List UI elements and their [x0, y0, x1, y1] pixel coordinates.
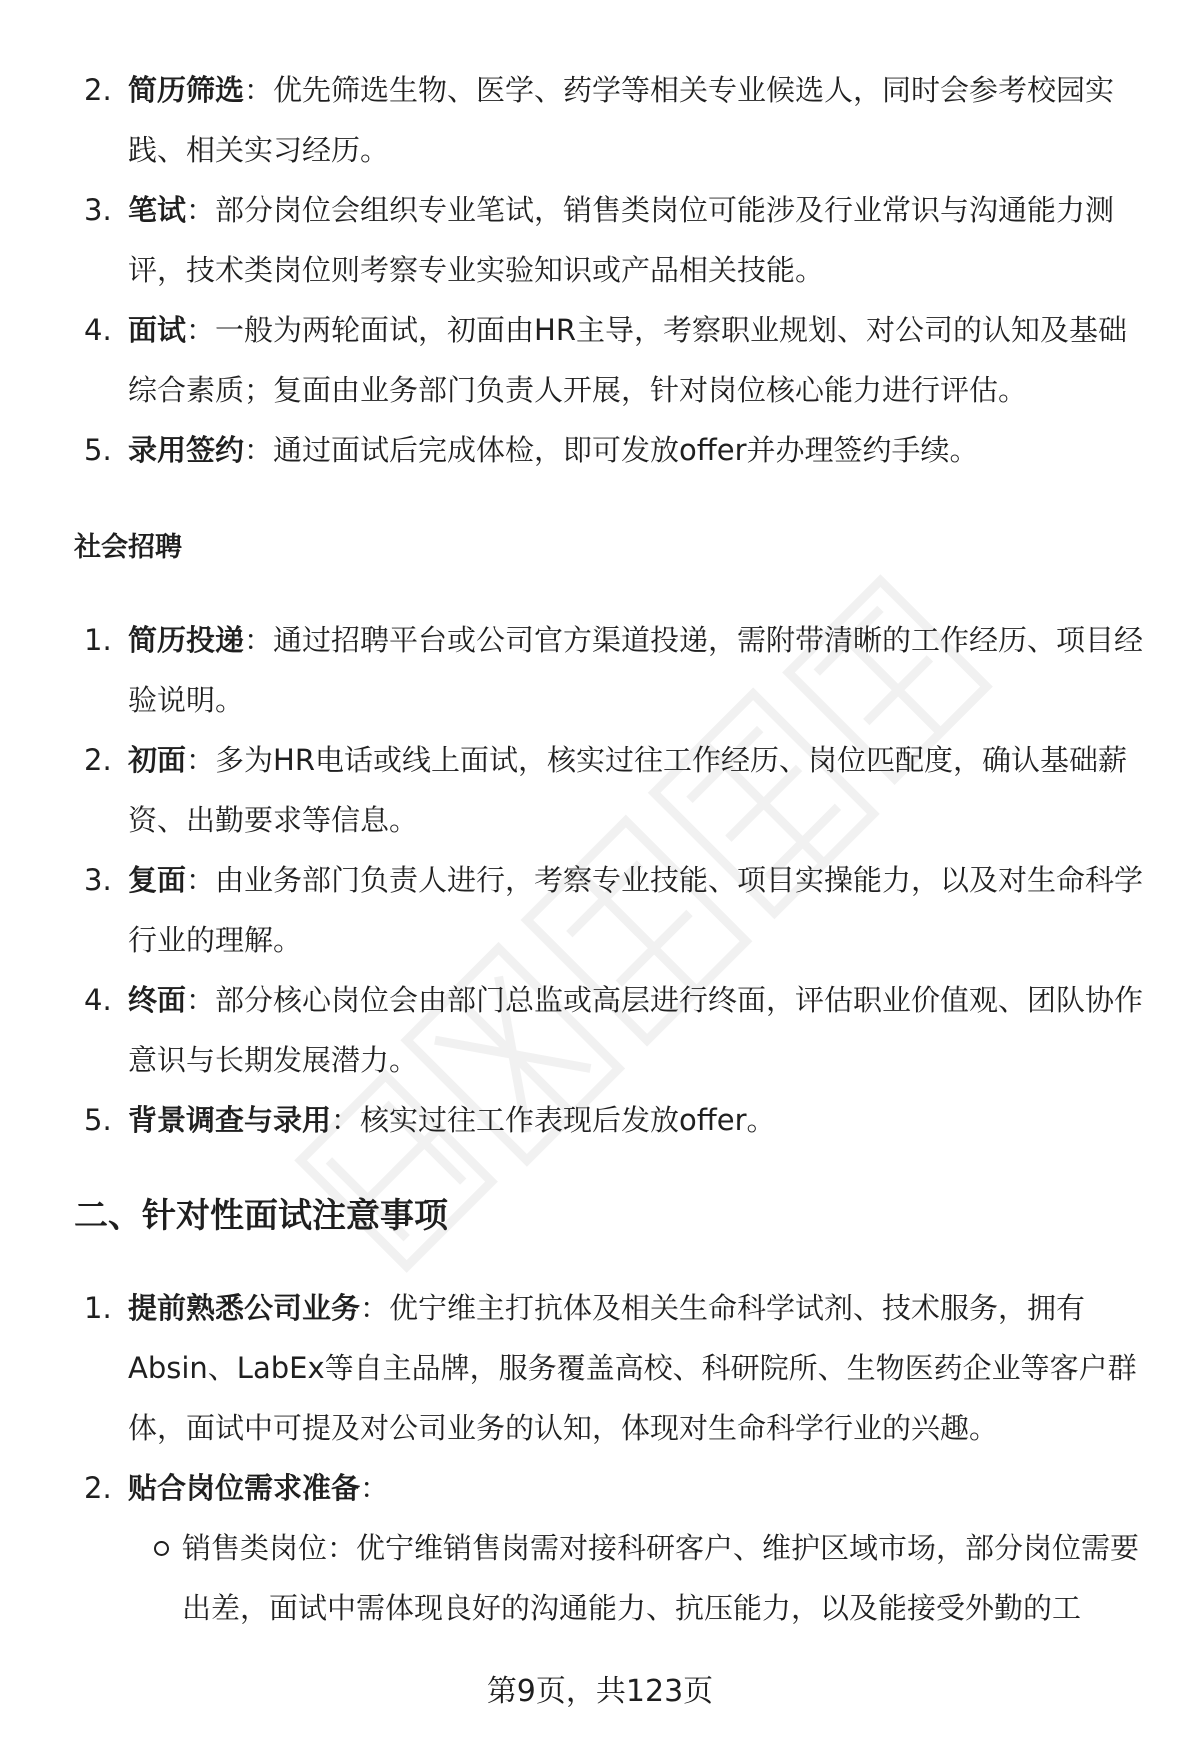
- item-number: 3.: [84, 863, 112, 897]
- item-number: 5.: [84, 433, 112, 467]
- item-text: ：多为HR电话或线上面试，核实过往工作经历、岗位匹配度，确认基础薪资、出勤要求等信息。: [128, 743, 1127, 837]
- list-item: [74, 610, 1154, 730]
- list-item: [74, 420, 1154, 480]
- list-item: [74, 180, 1154, 300]
- list-item: [74, 850, 1154, 970]
- item-term: 终面: [128, 983, 187, 1017]
- item-number: 1.: [84, 623, 112, 657]
- page-number-footer: 第9页，共123页: [486, 1674, 714, 1709]
- social-recruitment-heading: 社会招聘: [74, 532, 182, 563]
- campus-steps-list: [74, 60, 1154, 480]
- position-sublist: [74, 1518, 1154, 1638]
- item-term: 简历筛选: [128, 73, 245, 107]
- interview-tips-list: [74, 1278, 1154, 1518]
- item-term: 提前熟悉公司业务: [128, 1291, 361, 1325]
- item-term: 复面: [128, 863, 187, 897]
- item-text: ：优宁维主打抗体及相关生命科学试剂、技术服务，拥有Absin、LabEx等自主品牌，服务覆盖高校、科研院所、生物医药企业等客户群体，面试中可提及对公司业务的认知，体现对生命科学行业的兴趣。: [128, 1291, 1137, 1445]
- page-content: [74, 60, 1154, 1638]
- item-number: 2.: [84, 1471, 112, 1505]
- item-text: ：通过招聘平台或公司官方渠道投递，需附带清晰的工作经历、项目经验说明。: [128, 623, 1144, 717]
- item-text: ：部分岗位会组织专业笔试，销售类岗位可能涉及行业常识与沟通能力测评，技术类岗位则考察专业实验知识或产品相关技能。: [128, 193, 1115, 287]
- item-number: 4.: [84, 983, 112, 1017]
- sublist-text: 销售类岗位：优宁维销售岗需对接科研客户、维护区域市场，部分岗位需要出差，面试中需体现良好的沟通能力、抗压能力，以及能接受外勤的工: [182, 1531, 1140, 1625]
- section-heading: 二、针对性面试注意事项: [74, 1196, 448, 1236]
- list-item: [74, 970, 1154, 1090]
- item-text: ：由业务部门负责人进行，考察专业技能、项目实操能力，以及对生命科学行业的理解。: [128, 863, 1144, 957]
- list-item: [74, 730, 1154, 850]
- item-text: ：通过面试后完成体检，即可发放offer并办理签约手续。: [244, 433, 979, 467]
- sublist-item: [74, 1518, 1154, 1638]
- item-text: ：核实过往工作表现后发放offer。: [331, 1103, 776, 1137]
- item-text: ：部分核心岗位会由部门总监或高层进行终面，评估职业价值观、团队协作意识与长期发展潜力。: [128, 983, 1144, 1077]
- item-number: 2.: [84, 73, 112, 107]
- item-term: 背景调查与录用: [128, 1103, 332, 1137]
- list-item: [74, 300, 1154, 420]
- item-term: 初面: [128, 743, 187, 777]
- item-term: 录用签约: [128, 433, 245, 467]
- item-number: 2.: [84, 743, 112, 777]
- item-number: 4.: [84, 313, 112, 347]
- circle-bullet-icon: [154, 1541, 169, 1556]
- list-item: [74, 60, 1154, 180]
- list-item: [74, 1278, 1154, 1458]
- item-term: 笔试: [128, 193, 187, 227]
- item-number: 1.: [84, 1291, 112, 1325]
- social-steps-list: [74, 610, 1154, 1150]
- item-text: ：一般为两轮面试，初面由HR主导，考察职业规划、对公司的认知及基础综合素质；复面由业务部门负责人开展，针对岗位核心能力进行评估。: [128, 313, 1127, 407]
- item-number: 3.: [84, 193, 112, 227]
- item-term: 简历投递: [128, 623, 245, 657]
- list-item: [74, 1458, 1154, 1518]
- item-text: ：优先筛选生物、医学、药学等相关专业候选人，同时会参考校园实践、相关实习经历。: [128, 73, 1115, 167]
- item-text: ：: [360, 1471, 390, 1505]
- item-term: 面试: [128, 313, 187, 347]
- list-item: [74, 1090, 1154, 1150]
- item-number: 5.: [84, 1103, 112, 1137]
- item-term: 贴合岗位需求准备: [128, 1471, 361, 1505]
